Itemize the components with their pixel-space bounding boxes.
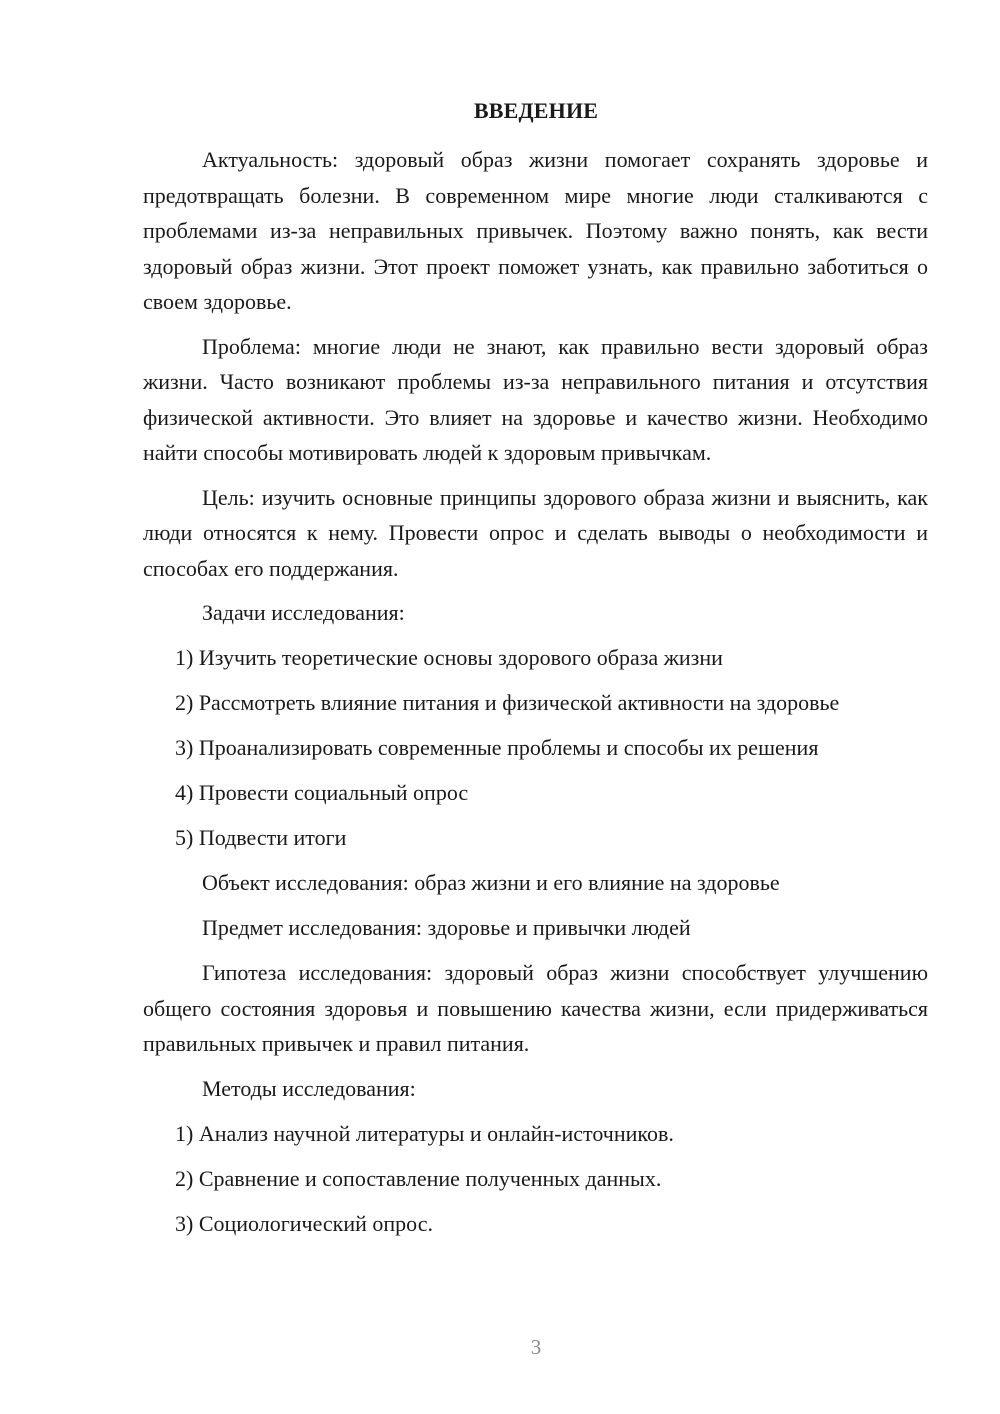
task-item-5: 5) Подвести итоги	[175, 825, 347, 850]
task-item-2: 2) Рассмотреть влияние питания и физической активности на здоровье	[175, 690, 840, 715]
method-item-2: 2) Сравнение и сопоставление полученных данных.	[175, 1165, 662, 1191]
methods-list	[143, 1116, 928, 1242]
page-number: 3	[530, 1335, 542, 1359]
tasks-heading: Задачи исследования:	[202, 600, 405, 625]
method-item-3: 3) Социологический опрос.	[175, 1210, 433, 1236]
object-line: Объект исследования: образ жизни и его влияние на здоровье	[202, 870, 780, 895]
method-item-1: 1) Анализ научной литературы и онлайн-источников.	[175, 1120, 674, 1146]
methods-heading: Методы исследования:	[202, 1075, 416, 1101]
task-item-1: 1) Изучить теоретические основы здорового образа жизни	[175, 645, 723, 670]
tasks-list	[143, 640, 928, 856]
hypothesis-paragraph: Гипотеза исследования: здоровый образ жизни способствует улучшению общего состояния здоровья и повышению качества жизни, если придерживаться правильных привычек и правил питания.	[143, 960, 928, 1056]
task-item-4: 4) Провести социальный опрос	[175, 780, 469, 805]
page-title: ВВЕДЕНИЕ	[473, 98, 599, 123]
problem-paragraph: Проблема: многие люди не знают, как правильно вести здоровый образ жизни. Часто возникают проблемы из-за неправильного питания и отсутствия физической активности. Это влияет на здоровье и качество жизни. Необходимо найти способы мотивировать людей к здоровым привычкам.	[143, 333, 928, 465]
task-item-3: 3) Проанализировать современные проблемы и способы их решения	[175, 735, 819, 760]
document-body	[143, 142, 928, 1251]
goal-paragraph: Цель: изучить основные принципы здорового образа жизни и выяснить, как люди относятся к нему. Провести опрос и сделать выводы о необходимости и способах его поддержания.	[143, 484, 928, 581]
subject-line: Предмет исследования: здоровье и привычки людей	[202, 915, 691, 940]
relevance-paragraph: Актуальность: здоровый образ жизни помогает сохранять здоровье и предотвращать болезни. В современном мире многие люди сталкиваются с проблемами из-за неправильных привычек. Поэтому важно понять, как вести здоровый образ жизни. Этот проект поможет узнать, как правильно заботиться о своем здоровье.	[143, 147, 928, 314]
